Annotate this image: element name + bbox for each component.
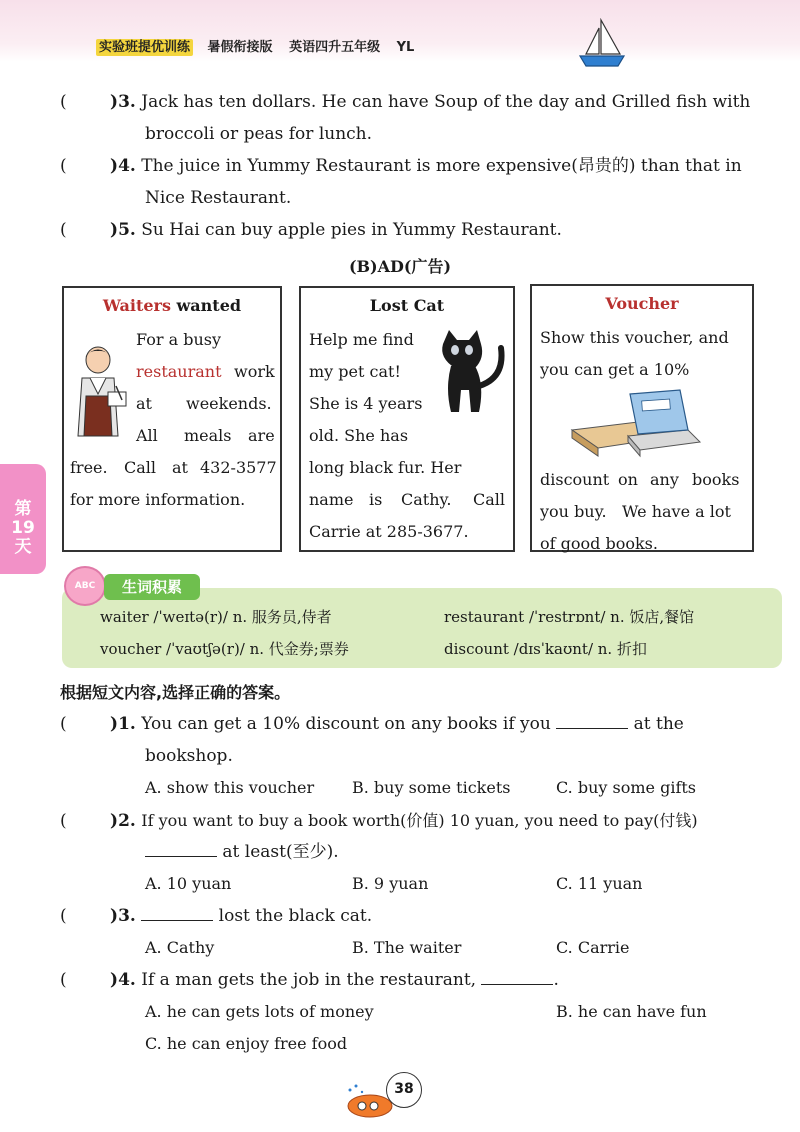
vocab-discount: discount /dɪsˈkaʊnt/ n. 折扣 bbox=[444, 640, 647, 658]
option-c[interactable]: C. he can enjoy free food bbox=[145, 1034, 348, 1053]
waiter-illustration bbox=[68, 344, 134, 440]
section-title: (B)AD(广告) bbox=[348, 257, 452, 276]
option-b[interactable]: B. buy some tickets bbox=[352, 778, 511, 797]
answer-blank[interactable] bbox=[481, 984, 553, 985]
ad-lost-cat: Lost Cat Help me find my pet cat! She is 4 years old. She has long black fur. Her name is Cathy. Call Carrie at 285-3677. bbox=[299, 286, 515, 552]
books-illustration bbox=[568, 386, 708, 458]
question-1: ( )1. You can get a 10% discount on any books if you at the bbox=[60, 714, 684, 734]
day-side-tab: 第 19 天 bbox=[0, 464, 46, 574]
option-a[interactable]: A. Cathy bbox=[145, 938, 215, 957]
page-number: 38 bbox=[386, 1072, 422, 1108]
option-c[interactable]: C. 11 yuan bbox=[556, 874, 643, 893]
ad-lost-cat-title: Lost Cat bbox=[369, 296, 445, 315]
question-top-4-line2: Nice Restaurant. bbox=[145, 188, 292, 208]
answer-blank[interactable] bbox=[556, 728, 628, 729]
edition: 暑假衔接版 bbox=[207, 40, 273, 55]
vocab-tag: 生词积累 bbox=[104, 574, 200, 600]
subject: 英语四升五年级 bbox=[289, 40, 381, 55]
question-top-3-line2: broccoli or peas for lunch. bbox=[145, 124, 373, 144]
header-text bbox=[96, 36, 414, 55]
answer-blank[interactable] bbox=[141, 920, 213, 921]
vocab-piggy-icon: ABC bbox=[64, 566, 106, 606]
question-4: ( )4. If a man gets the job in the restaurant, . bbox=[60, 970, 559, 990]
code: YL bbox=[396, 40, 415, 55]
instruction: 根据短文内容,选择正确的答案。 bbox=[60, 683, 291, 702]
question-2: ( )2. If you want to buy a book worth(价值) 10 yuan, you need to pay(付钱) bbox=[60, 811, 698, 831]
vocab-restaurant: restaurant /ˈrestrɒnt/ n. 饭店,餐馆 bbox=[444, 608, 695, 626]
option-c[interactable]: C. Carrie bbox=[556, 938, 630, 957]
option-b[interactable]: B. he can have fun bbox=[556, 1002, 707, 1021]
vocab-voucher: voucher /ˈvaʊtʃə(r)/ n. 代金券;票券 bbox=[100, 640, 349, 658]
option-a[interactable]: A. 10 yuan bbox=[145, 874, 232, 893]
option-a[interactable]: A. he can gets lots of money bbox=[145, 1002, 374, 1021]
option-a[interactable]: A. show this voucher bbox=[145, 778, 315, 797]
ad-voucher: Voucher Show this voucher, and you can get a 10% discount on any books you buy. We have a lot of good books. bbox=[530, 284, 754, 552]
series-name: 实验班提优训练 bbox=[96, 39, 193, 56]
ad-voucher-title: Voucher bbox=[605, 294, 679, 313]
black-cat-illustration bbox=[435, 328, 511, 418]
question-3: ( )3. lost the black cat. bbox=[60, 906, 373, 926]
option-b[interactable]: B. 9 yuan bbox=[352, 874, 429, 893]
option-b[interactable]: B. The waiter bbox=[352, 938, 462, 957]
sailboat-icon bbox=[574, 18, 628, 70]
ad-waiters-title: Waiters wanted bbox=[102, 296, 242, 315]
ad-waiters: Waiters wanted For a busy restaurant work at weekends. All meals are free. Call at 432-3577 for more information. bbox=[62, 286, 282, 552]
question-2-line2: at least(至少). bbox=[145, 842, 339, 863]
vocab-waiter: waiter /ˈweɪtə(r)/ n. 服务员,侍者 bbox=[100, 608, 332, 626]
answer-blank[interactable] bbox=[145, 856, 217, 857]
question-top-5: ( )5. Su Hai can buy apple pies in Yummy Restaurant. bbox=[60, 220, 562, 240]
question-top-3: ( )3. Jack has ten dollars. He can have Soup of the day and Grilled fish with bbox=[60, 92, 751, 112]
question-top-4: ( )4. The juice in Yummy Restaurant is more expensive(昂贵的) than that in bbox=[60, 156, 742, 176]
option-c[interactable]: C. buy some gifts bbox=[556, 778, 697, 797]
